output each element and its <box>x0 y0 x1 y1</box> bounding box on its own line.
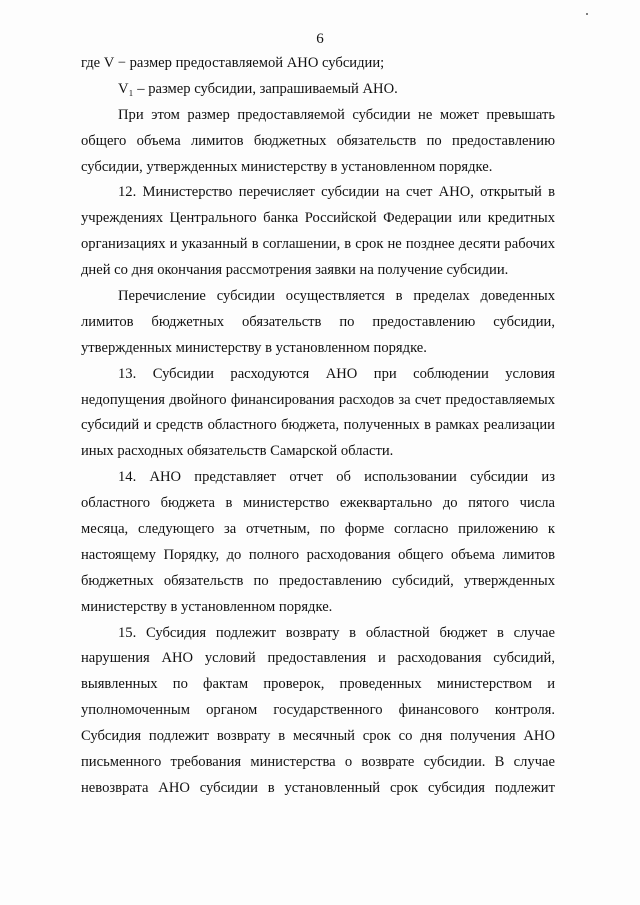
text-line: 15. Субсидия подлежит возврату в областной бюджет в случае <box>118 624 555 641</box>
text-line: месяца, следующего за отчетным, по форме согласно приложению к <box>81 521 555 538</box>
text-line: организациях и указанный в соглашении, в срок не позднее десяти рабочих <box>81 236 555 253</box>
document-body <box>81 51 555 802</box>
text-line: Субсидия подлежит возврату в месячный срок со дня получения АНО <box>81 728 555 745</box>
scan-speck <box>586 13 588 15</box>
text-line: утвержденных министерству в установленном порядке. <box>81 339 427 356</box>
text-line: нарушения АНО условий предоставления и расходования субсидий, <box>81 650 555 667</box>
text-line: субсидий и средств областного бюджета, полученных в рамках реализации <box>81 417 555 434</box>
text-line: общего объема лимитов бюджетных обязательств по предоставлению <box>81 132 555 149</box>
text-line: При этом размер предоставляемой субсидии не может превышать <box>118 106 555 123</box>
text-line: учреждениях Центрального банка Российской Федерации или кредитных <box>81 210 555 227</box>
text-line: где V − размер предоставляемой АНО субсидии; <box>81 55 385 71</box>
text-line: V₁ – размер субсидии, запрашиваемый АНО. <box>118 80 398 97</box>
text-line: лимитов бюджетных обязательств по предоставлению субсидии, <box>81 313 555 330</box>
text-line: иных расходных обязательств Самарской области. <box>81 443 394 460</box>
page-number: 6 <box>316 31 324 47</box>
text-line: субсидии, утвержденных министерству в установленном порядке. <box>81 158 493 175</box>
text-line: дней со дня окончания рассмотрения заявки на получение субсидии. <box>81 262 509 279</box>
text-line: 13. Субсидии расходуются АНО при соблюдении условия <box>118 365 555 382</box>
text-line: уполномоченным органом государственного финансового контроля. <box>81 702 555 719</box>
text-line: министерству в установленном порядке. <box>81 598 333 615</box>
text-line: настоящему Порядку, до полного расходования общего объема лимитов <box>81 546 555 563</box>
text-line: выявленных по фактам проверок, проведенных министерством и <box>81 676 555 693</box>
text-line: областного бюджета в министерство ежеквартально до пятого числа <box>81 495 555 512</box>
text-line: 14. АНО представляет отчет об использовании субсидии из <box>118 469 555 486</box>
text-line: письменного требования министерства о возврате субсидии. В случае <box>81 754 555 771</box>
text-line: бюджетных обязательств по предоставлению субсидий, утвержденных <box>81 572 555 589</box>
text-line: Перечисление субсидии осуществляется в пределах доведенных <box>118 288 555 305</box>
text-line: невозврата АНО субсидии в установленный срок субсидия подлежит <box>81 779 555 796</box>
text-line: недопущения двойного финансирования расходов за счет предоставляемых <box>81 391 555 408</box>
text-line: 12. Министерство перечисляет субсидии на счет АНО, открытый в <box>118 184 555 201</box>
